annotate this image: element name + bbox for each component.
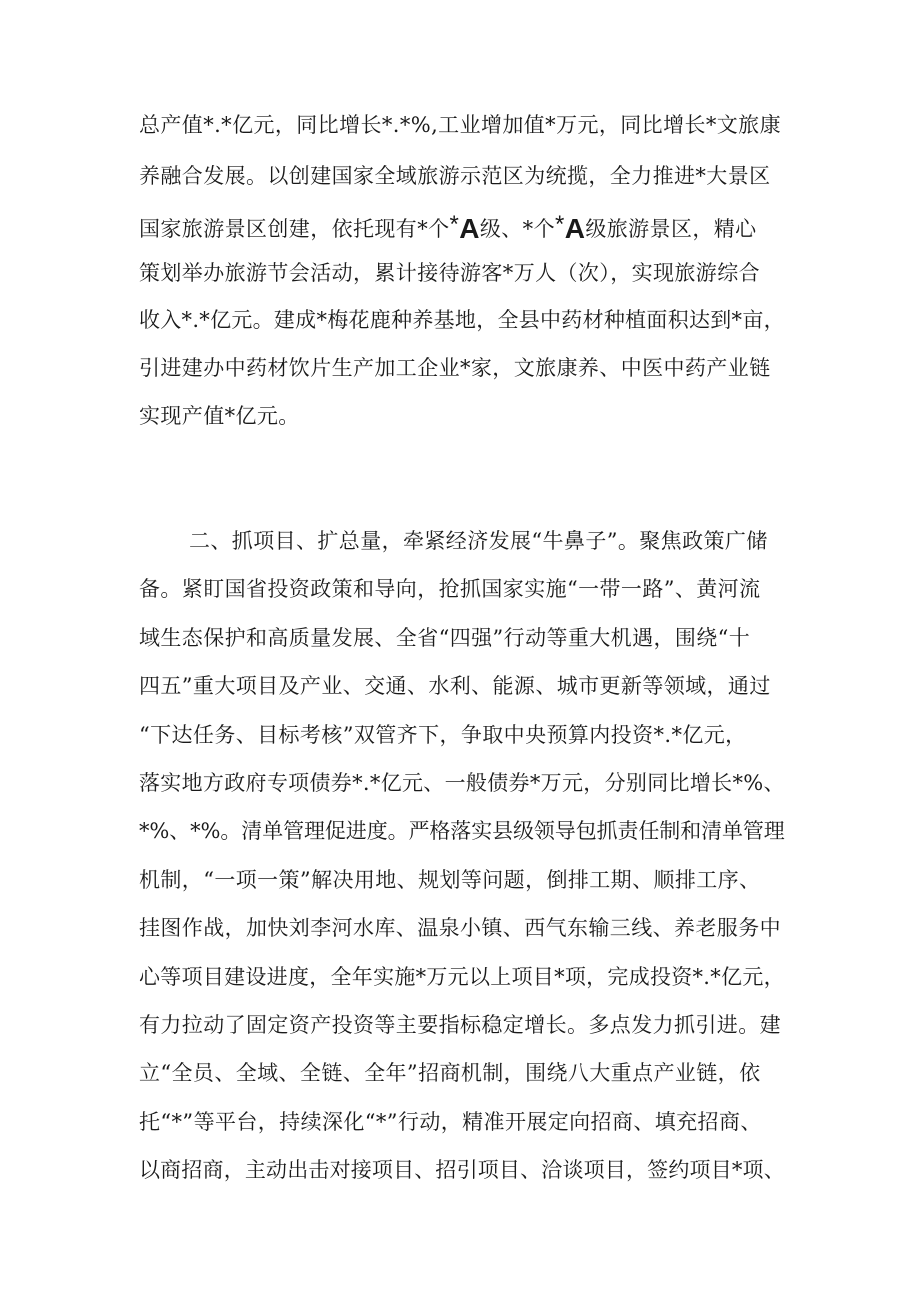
text-line: *%、*%。清单管理促进度。严格落实县级领导包抓责任制和清单管理 <box>139 819 785 843</box>
text-line: 引进建办中药材饮片生产加工企业*家，文旅康养、中医中药产业链 <box>139 356 771 380</box>
text-line: 二、抓项目、扩总量，牵紧经济发展“牛鼻子”。聚焦政策广储 <box>189 529 768 553</box>
text-line: 四五”重大项目及产业、交通、水利、能源、城市更新等领域，通过 <box>139 674 771 698</box>
text-span: 级旅游景区，精心 <box>585 217 757 241</box>
text-line: 托“*”等平台，持续深化“*”行动，精准开展定向招商、填充招商、 <box>139 1110 762 1134</box>
text-line: 域生态保护和高质量发展、全省“四强”行动等重大机遇，围绕“十 <box>139 626 751 650</box>
text-line: 落实地方政府专项债券*.*亿元、一般债券*万元，分别同比增长*%、 <box>139 771 785 795</box>
text-line: 实现产值*亿元。 <box>139 404 300 428</box>
text-line: 备。紧盯国省投资政策和导向，抢抓国家实施“一带一路”、黄河流 <box>139 577 761 601</box>
text-line: 挂图作战，加快刘李河水库、温泉小镇、西气东输三线、养老服务中 <box>139 916 781 940</box>
text-span: 国家旅游景区创建，依托现有*个 <box>139 217 450 241</box>
text-line: 总产值*.*亿元，同比增长*.*%,工业增加值*万元，同比增长*文旅康 <box>139 113 781 137</box>
text-line: 心等项目建设进度，全年实施*万元以上项目*项，完成投资*.*亿元， <box>139 965 785 989</box>
text-line: 机制，“一项一策”解决用地、规划等问题，倒排工期、顺排工序、 <box>139 868 761 892</box>
text-span: 级、*个 <box>479 217 555 241</box>
text-line <box>139 211 757 243</box>
text-line: 养融合发展。以创建国家全域旅游示范区为统揽，全力推进*大景区 <box>139 164 771 188</box>
text-line: 收入*.*亿元。建成*梅花鹿种养基地，全县中药材种植面积达到*亩， <box>139 308 785 332</box>
star-mark: * <box>554 211 565 238</box>
text-line: 有力拉动了固定资产投资等主要指标稳定增长。多点发力抓引进。建 <box>139 1013 781 1037</box>
text-line: “下达任务、目标考核”双管齐下，争取中央预算内投资*.*亿元， <box>139 723 747 747</box>
text-line: 策划举办旅游节会活动，累计接待游客*万人（次），实现旅游综合 <box>139 261 760 285</box>
text-line: 以商招商，主动出击对接项目、招引项目、洽谈项目，签约项目*项、 <box>139 1158 785 1182</box>
a-grade-mark: A <box>459 213 480 244</box>
star-mark: * <box>449 211 460 238</box>
a-grade-mark: A <box>564 213 586 244</box>
text-line: 立“全员、全域、全链、全年”招商机制，围绕八大重点产业链，依 <box>139 1061 761 1085</box>
